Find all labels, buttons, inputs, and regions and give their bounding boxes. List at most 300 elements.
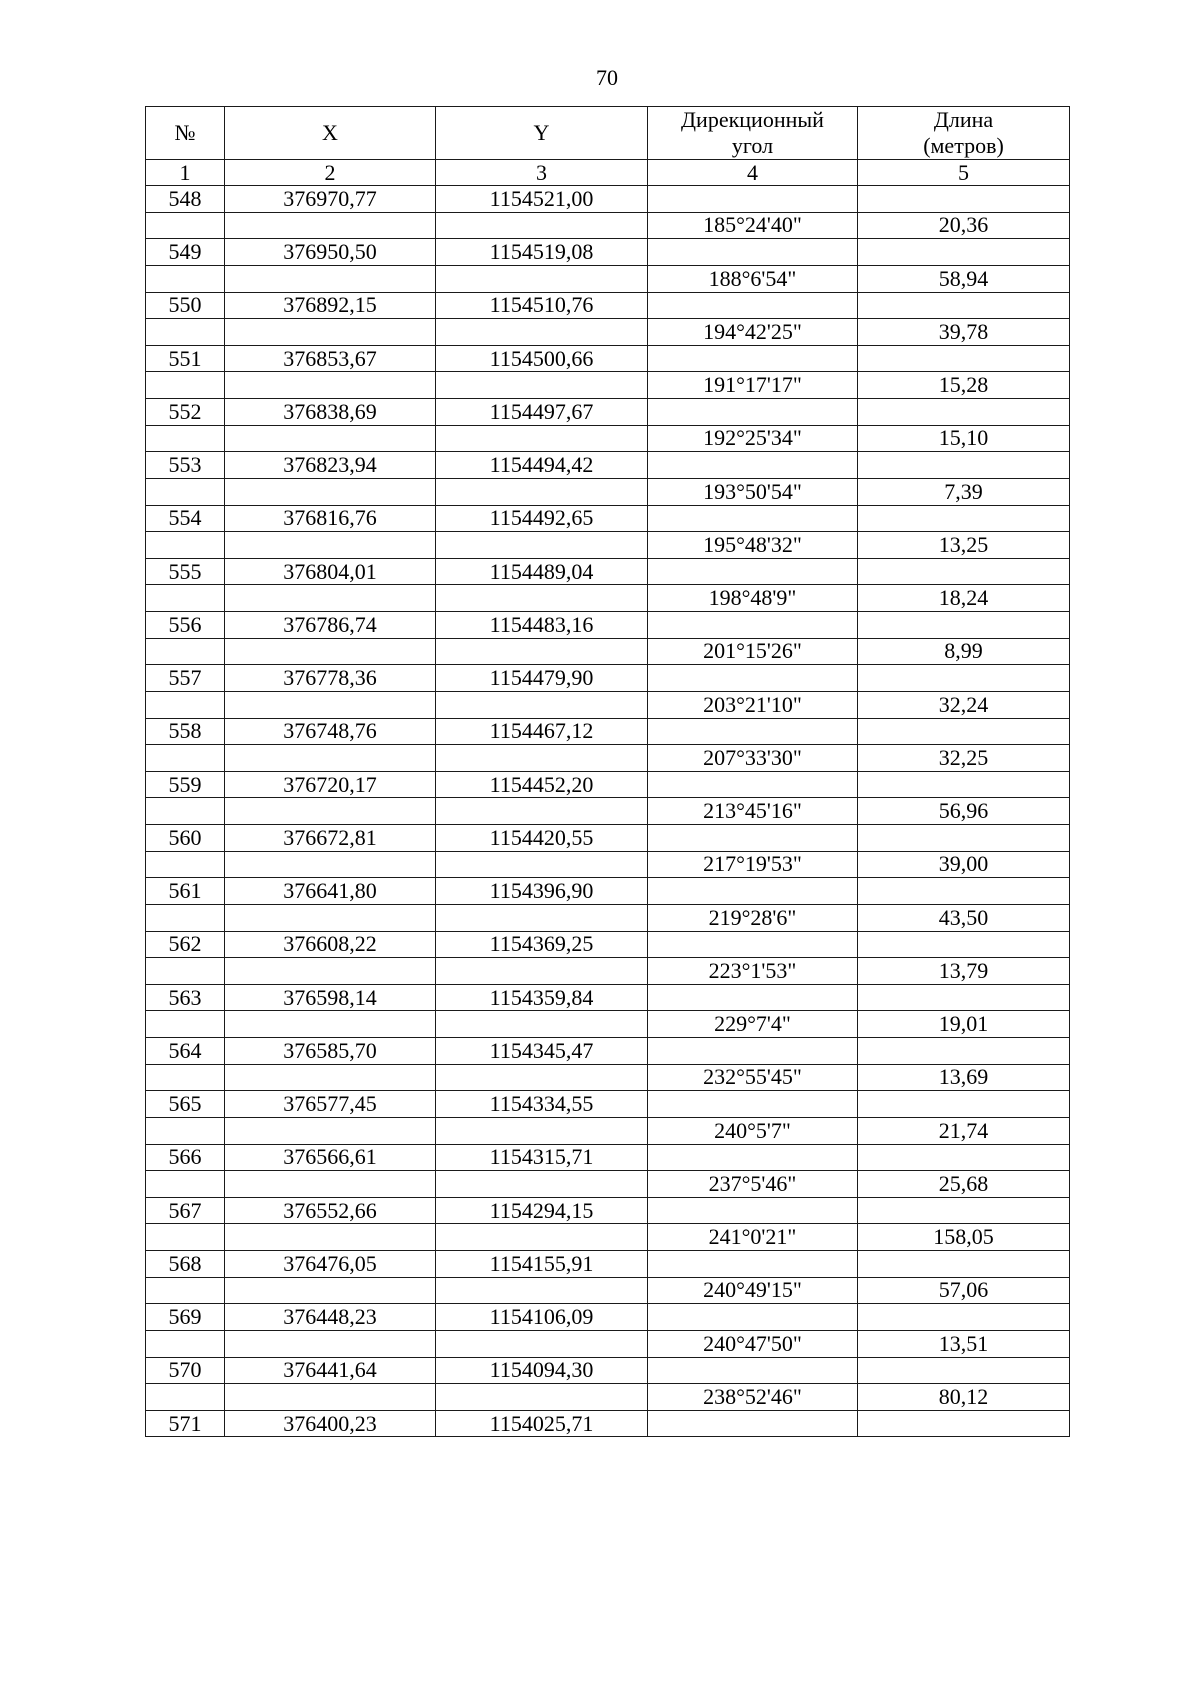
header-y: Y: [436, 107, 648, 160]
bearing-angle-cell: [648, 984, 858, 1011]
y-coordinate-cell: 1154521,00: [436, 186, 648, 213]
point-row: [146, 1091, 1070, 1118]
y-coordinate-cell: [436, 1330, 648, 1357]
bearing-angle-cell: [648, 186, 858, 213]
segment-row: [146, 745, 1070, 772]
x-coordinate-cell: 376804,01: [225, 558, 436, 585]
segment-row: [146, 585, 1070, 612]
y-coordinate-cell: 1154497,67: [436, 399, 648, 426]
length-cell: [858, 1251, 1070, 1278]
point-number-cell: [146, 1384, 225, 1411]
point-number-cell: [146, 691, 225, 718]
point-number-cell: 570: [146, 1357, 225, 1384]
bearing-angle-cell: 237°5'46": [648, 1171, 858, 1198]
point-number-cell: [146, 851, 225, 878]
point-number-cell: [146, 1117, 225, 1144]
segment-row: [146, 212, 1070, 239]
bearing-angle-cell: [648, 399, 858, 426]
point-row: [146, 1144, 1070, 1171]
bearing-angle-cell: [648, 612, 858, 639]
length-cell: 13,51: [858, 1330, 1070, 1357]
y-coordinate-cell: 1154494,42: [436, 452, 648, 479]
x-coordinate-cell: 376672,81: [225, 825, 436, 852]
bearing-angle-cell: [648, 505, 858, 532]
y-coordinate-cell: [436, 1384, 648, 1411]
point-row: [146, 878, 1070, 905]
header-x: X: [225, 107, 436, 160]
y-coordinate-cell: [436, 638, 648, 665]
segment-row: [146, 904, 1070, 931]
x-coordinate-cell: 376786,74: [225, 612, 436, 639]
point-number-cell: [146, 212, 225, 239]
bearing-angle-cell: 213°45'16": [648, 798, 858, 825]
y-coordinate-cell: 1154420,55: [436, 825, 648, 852]
bearing-angle-cell: [648, 345, 858, 372]
point-number-cell: [146, 958, 225, 985]
length-cell: 15,10: [858, 425, 1070, 452]
point-number-cell: [146, 425, 225, 452]
segment-row: [146, 425, 1070, 452]
point-number-cell: 562: [146, 931, 225, 958]
header-bearing-angle-line1: Дирекционный: [681, 107, 824, 132]
x-coordinate-cell: [225, 1330, 436, 1357]
y-coordinate-cell: [436, 212, 648, 239]
bearing-angle-cell: 188°6'54": [648, 265, 858, 292]
bearing-angle-cell: 229°7'4": [648, 1011, 858, 1038]
point-number-cell: [146, 372, 225, 399]
y-coordinate-cell: [436, 958, 648, 985]
x-coordinate-cell: [225, 904, 436, 931]
bearing-angle-cell: [648, 239, 858, 266]
length-cell: [858, 665, 1070, 692]
bearing-angle-cell: [648, 452, 858, 479]
x-coordinate-cell: [225, 585, 436, 612]
point-number-cell: [146, 532, 225, 559]
point-row: [146, 452, 1070, 479]
length-cell: [858, 558, 1070, 585]
point-number-cell: 554: [146, 505, 225, 532]
table-body: [146, 186, 1070, 1437]
x-coordinate-cell: 376853,67: [225, 345, 436, 372]
length-cell: 19,01: [858, 1011, 1070, 1038]
bearing-angle-cell: [648, 1091, 858, 1118]
x-coordinate-cell: [225, 532, 436, 559]
coordinates-table: [145, 106, 1070, 1437]
y-coordinate-cell: [436, 851, 648, 878]
y-coordinate-cell: [436, 904, 648, 931]
length-cell: [858, 345, 1070, 372]
point-number-cell: 567: [146, 1197, 225, 1224]
length-cell: [858, 1357, 1070, 1384]
length-cell: 8,99: [858, 638, 1070, 665]
y-coordinate-cell: [436, 1064, 648, 1091]
y-coordinate-cell: [436, 798, 648, 825]
y-coordinate-cell: 1154479,90: [436, 665, 648, 692]
point-row: [146, 558, 1070, 585]
length-cell: [858, 612, 1070, 639]
point-number-cell: 564: [146, 1038, 225, 1065]
point-row: [146, 1410, 1070, 1437]
point-number-cell: 569: [146, 1304, 225, 1331]
point-number-cell: 568: [146, 1251, 225, 1278]
length-cell: [858, 984, 1070, 1011]
segment-row: [146, 638, 1070, 665]
x-coordinate-cell: [225, 851, 436, 878]
y-coordinate-cell: 1154510,76: [436, 292, 648, 319]
length-cell: 39,78: [858, 319, 1070, 346]
length-cell: [858, 1197, 1070, 1224]
page-number: 70: [596, 65, 618, 90]
bearing-angle-cell: 232°55'45": [648, 1064, 858, 1091]
y-coordinate-cell: 1154500,66: [436, 345, 648, 372]
x-coordinate-cell: [225, 745, 436, 772]
length-cell: [858, 239, 1070, 266]
y-coordinate-cell: 1154094,30: [436, 1357, 648, 1384]
x-coordinate-cell: 376552,66: [225, 1197, 436, 1224]
bearing-angle-cell: [648, 1304, 858, 1331]
x-coordinate-cell: 376641,80: [225, 878, 436, 905]
point-row: [146, 292, 1070, 319]
length-cell: 20,36: [858, 212, 1070, 239]
x-coordinate-cell: 376566,61: [225, 1144, 436, 1171]
length-cell: 13,79: [858, 958, 1070, 985]
point-row: [146, 984, 1070, 1011]
bearing-angle-cell: [648, 718, 858, 745]
segment-row: [146, 1171, 1070, 1198]
segment-row: [146, 372, 1070, 399]
y-coordinate-cell: 1154492,65: [436, 505, 648, 532]
bearing-angle-cell: [648, 878, 858, 905]
point-number-cell: 558: [146, 718, 225, 745]
y-coordinate-cell: 1154345,47: [436, 1038, 648, 1065]
segment-row: [146, 532, 1070, 559]
length-cell: [858, 825, 1070, 852]
x-coordinate-cell: [225, 478, 436, 505]
bearing-angle-cell: [648, 1038, 858, 1065]
point-row: [146, 718, 1070, 745]
y-coordinate-cell: [436, 745, 648, 772]
bearing-angle-cell: 185°24'40": [648, 212, 858, 239]
length-cell: [858, 292, 1070, 319]
segment-row: [146, 1117, 1070, 1144]
x-coordinate-cell: 376778,36: [225, 665, 436, 692]
bearing-angle-cell: [648, 1197, 858, 1224]
segment-row: [146, 851, 1070, 878]
bearing-angle-cell: [648, 771, 858, 798]
length-cell: [858, 452, 1070, 479]
length-cell: [858, 1304, 1070, 1331]
point-row: [146, 1357, 1070, 1384]
y-coordinate-cell: [436, 265, 648, 292]
bearing-angle-cell: 240°5'7": [648, 1117, 858, 1144]
point-number-cell: [146, 1011, 225, 1038]
header-bearing-angle: [648, 107, 858, 160]
column-number: 2: [225, 160, 436, 186]
x-coordinate-cell: [225, 265, 436, 292]
length-cell: 13,25: [858, 532, 1070, 559]
point-number-cell: [146, 904, 225, 931]
segment-row: [146, 798, 1070, 825]
point-number-cell: 566: [146, 1144, 225, 1171]
bearing-angle-cell: 240°49'15": [648, 1277, 858, 1304]
length-cell: [858, 931, 1070, 958]
y-coordinate-cell: [436, 1011, 648, 1038]
x-coordinate-cell: 376950,50: [225, 239, 436, 266]
x-coordinate-cell: [225, 798, 436, 825]
point-number-cell: 563: [146, 984, 225, 1011]
x-coordinate-cell: 376585,70: [225, 1038, 436, 1065]
length-cell: 58,94: [858, 265, 1070, 292]
x-coordinate-cell: [225, 1277, 436, 1304]
point-number-cell: [146, 585, 225, 612]
length-cell: [858, 1091, 1070, 1118]
point-number-cell: 551: [146, 345, 225, 372]
y-coordinate-cell: [436, 1277, 648, 1304]
point-number-cell: [146, 319, 225, 346]
length-cell: 80,12: [858, 1384, 1070, 1411]
bearing-angle-cell: [648, 665, 858, 692]
y-coordinate-cell: 1154334,55: [436, 1091, 648, 1118]
point-row: [146, 239, 1070, 266]
x-coordinate-cell: 376748,76: [225, 718, 436, 745]
x-coordinate-cell: [225, 1224, 436, 1251]
bearing-angle-cell: [648, 1144, 858, 1171]
length-cell: [858, 771, 1070, 798]
point-number-cell: [146, 265, 225, 292]
length-cell: 7,39: [858, 478, 1070, 505]
x-coordinate-cell: 376892,15: [225, 292, 436, 319]
bearing-angle-cell: [648, 1251, 858, 1278]
y-coordinate-cell: 1154359,84: [436, 984, 648, 1011]
bearing-angle-cell: 198°48'9": [648, 585, 858, 612]
y-coordinate-cell: [436, 691, 648, 718]
segment-row: [146, 691, 1070, 718]
bearing-angle-cell: [648, 931, 858, 958]
x-coordinate-cell: 376476,05: [225, 1251, 436, 1278]
bearing-angle-cell: 194°42'25": [648, 319, 858, 346]
length-cell: [858, 399, 1070, 426]
x-coordinate-cell: [225, 638, 436, 665]
point-number-cell: 548: [146, 186, 225, 213]
y-coordinate-cell: 1154483,16: [436, 612, 648, 639]
y-coordinate-cell: 1154294,15: [436, 1197, 648, 1224]
header-length: [858, 107, 1070, 160]
point-row: [146, 771, 1070, 798]
length-cell: [858, 505, 1070, 532]
point-number-cell: 552: [146, 399, 225, 426]
bearing-angle-cell: 238°52'46": [648, 1384, 858, 1411]
point-number-cell: 560: [146, 825, 225, 852]
y-coordinate-cell: [436, 585, 648, 612]
column-number: 5: [858, 160, 1070, 186]
length-cell: [858, 1144, 1070, 1171]
length-cell: [858, 1038, 1070, 1065]
segment-row: [146, 1064, 1070, 1091]
length-cell: 32,24: [858, 691, 1070, 718]
x-coordinate-cell: 376838,69: [225, 399, 436, 426]
x-coordinate-cell: [225, 372, 436, 399]
x-coordinate-cell: 376970,77: [225, 186, 436, 213]
column-number: 3: [436, 160, 648, 186]
segment-row: [146, 1277, 1070, 1304]
x-coordinate-cell: [225, 1064, 436, 1091]
bearing-angle-cell: 192°25'34": [648, 425, 858, 452]
bearing-angle-cell: 207°33'30": [648, 745, 858, 772]
x-coordinate-cell: 376400,23: [225, 1410, 436, 1437]
bearing-angle-cell: [648, 292, 858, 319]
length-cell: [858, 718, 1070, 745]
y-coordinate-cell: 1154369,25: [436, 931, 648, 958]
x-coordinate-cell: [225, 212, 436, 239]
point-number-cell: 549: [146, 239, 225, 266]
bearing-angle-cell: [648, 1357, 858, 1384]
y-coordinate-cell: 1154452,20: [436, 771, 648, 798]
header-point-number: №: [146, 107, 225, 160]
y-coordinate-cell: [436, 319, 648, 346]
length-cell: 39,00: [858, 851, 1070, 878]
column-number: 4: [648, 160, 858, 186]
point-row: [146, 505, 1070, 532]
point-number-cell: 559: [146, 771, 225, 798]
x-coordinate-cell: [225, 425, 436, 452]
y-coordinate-cell: 1154489,04: [436, 558, 648, 585]
x-coordinate-cell: 376577,45: [225, 1091, 436, 1118]
x-coordinate-cell: 376441,64: [225, 1357, 436, 1384]
header-length-line2: (метров): [923, 133, 1004, 158]
segment-row: [146, 1330, 1070, 1357]
bearing-angle-cell: 201°15'26": [648, 638, 858, 665]
point-number-cell: [146, 1064, 225, 1091]
bearing-angle-cell: 193°50'54": [648, 478, 858, 505]
point-row: [146, 186, 1070, 213]
segment-row: [146, 958, 1070, 985]
x-coordinate-cell: [225, 691, 436, 718]
bearing-angle-cell: 203°21'10": [648, 691, 858, 718]
point-number-cell: [146, 1171, 225, 1198]
x-coordinate-cell: [225, 319, 436, 346]
point-number-cell: 555: [146, 558, 225, 585]
x-coordinate-cell: 376720,17: [225, 771, 436, 798]
bearing-angle-cell: 217°19'53": [648, 851, 858, 878]
length-cell: 25,68: [858, 1171, 1070, 1198]
x-coordinate-cell: [225, 1011, 436, 1038]
length-cell: 57,06: [858, 1277, 1070, 1304]
point-number-cell: 561: [146, 878, 225, 905]
point-number-cell: [146, 1330, 225, 1357]
point-number-cell: [146, 1277, 225, 1304]
y-coordinate-cell: 1154467,12: [436, 718, 648, 745]
segment-row: [146, 478, 1070, 505]
point-row: [146, 931, 1070, 958]
point-row: [146, 1304, 1070, 1331]
y-coordinate-cell: [436, 425, 648, 452]
x-coordinate-cell: [225, 1117, 436, 1144]
point-row: [146, 825, 1070, 852]
point-number-cell: 553: [146, 452, 225, 479]
point-row: [146, 1251, 1070, 1278]
length-cell: 56,96: [858, 798, 1070, 825]
y-coordinate-cell: 1154155,91: [436, 1251, 648, 1278]
bearing-angle-cell: 241°0'21": [648, 1224, 858, 1251]
point-row: [146, 665, 1070, 692]
point-number-cell: 556: [146, 612, 225, 639]
y-coordinate-cell: [436, 1117, 648, 1144]
bearing-angle-cell: [648, 558, 858, 585]
segment-row: [146, 1384, 1070, 1411]
bearing-angle-cell: 240°47'50": [648, 1330, 858, 1357]
header-length-line1: Длина: [933, 107, 994, 132]
y-coordinate-cell: 1154519,08: [436, 239, 648, 266]
length-cell: [858, 1410, 1070, 1437]
length-cell: 21,74: [858, 1117, 1070, 1144]
point-number-cell: 550: [146, 292, 225, 319]
segment-row: [146, 319, 1070, 346]
column-number: 1: [146, 160, 225, 186]
segment-row: [146, 1224, 1070, 1251]
y-coordinate-cell: [436, 478, 648, 505]
length-cell: 13,69: [858, 1064, 1070, 1091]
bearing-angle-cell: 195°48'32": [648, 532, 858, 559]
header-row: [146, 107, 1070, 160]
bearing-angle-cell: [648, 1410, 858, 1437]
y-coordinate-cell: [436, 1224, 648, 1251]
point-row: [146, 345, 1070, 372]
segment-row: [146, 265, 1070, 292]
length-cell: 158,05: [858, 1224, 1070, 1251]
x-coordinate-cell: 376823,94: [225, 452, 436, 479]
x-coordinate-cell: 376816,76: [225, 505, 436, 532]
point-row: [146, 612, 1070, 639]
point-number-cell: [146, 1224, 225, 1251]
bearing-angle-cell: 223°1'53": [648, 958, 858, 985]
table-header: [146, 107, 1070, 186]
y-coordinate-cell: [436, 372, 648, 399]
length-cell: 43,50: [858, 904, 1070, 931]
y-coordinate-cell: 1154396,90: [436, 878, 648, 905]
y-coordinate-cell: [436, 532, 648, 559]
y-coordinate-cell: 1154106,09: [436, 1304, 648, 1331]
column-numbers-row: [146, 160, 1070, 186]
point-number-cell: [146, 478, 225, 505]
point-row: [146, 1038, 1070, 1065]
y-coordinate-cell: 1154315,71: [436, 1144, 648, 1171]
x-coordinate-cell: 376598,14: [225, 984, 436, 1011]
bearing-angle-cell: [648, 825, 858, 852]
point-number-cell: [146, 638, 225, 665]
header-bearing-angle-line2: угол: [731, 133, 774, 158]
point-number-cell: [146, 745, 225, 772]
length-cell: 15,28: [858, 372, 1070, 399]
bearing-angle-cell: 219°28'6": [648, 904, 858, 931]
y-coordinate-cell: 1154025,71: [436, 1410, 648, 1437]
point-row: [146, 1197, 1070, 1224]
point-number-cell: 565: [146, 1091, 225, 1118]
point-number-cell: 571: [146, 1410, 225, 1437]
length-cell: [858, 878, 1070, 905]
length-cell: [858, 186, 1070, 213]
length-cell: 32,25: [858, 745, 1070, 772]
point-number-cell: [146, 798, 225, 825]
x-coordinate-cell: 376608,22: [225, 931, 436, 958]
point-row: [146, 399, 1070, 426]
x-coordinate-cell: [225, 1384, 436, 1411]
bearing-angle-cell: 191°17'17": [648, 372, 858, 399]
x-coordinate-cell: [225, 958, 436, 985]
segment-row: [146, 1011, 1070, 1038]
length-cell: 18,24: [858, 585, 1070, 612]
y-coordinate-cell: [436, 1171, 648, 1198]
x-coordinate-cell: [225, 1171, 436, 1198]
